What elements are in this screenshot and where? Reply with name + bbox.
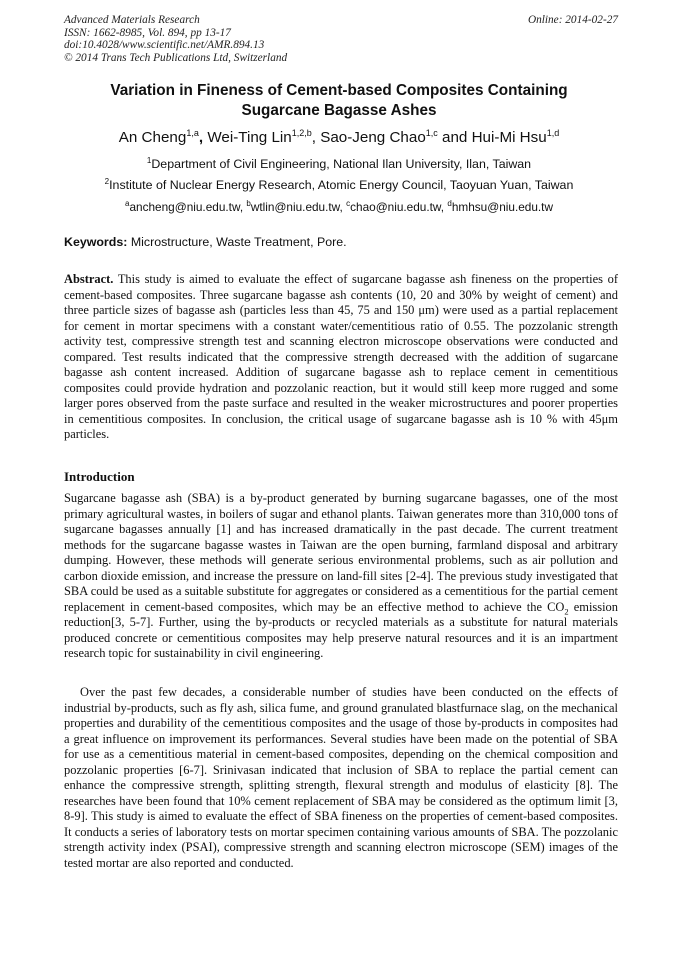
keywords-line [64,234,618,250]
keywords-text: Microstructure, Waste Treatment, Pore. [130,235,347,249]
paragraph-text: emission reduction[3, 5-7]. Further, using the by-products or recycled materials as a substitute for natural materials produced concrete or cementitious composites may help preserve natural resources and it is an impartment research topic for sustainability in civil engineering. [64,599,618,661]
author-name: Wei-Ting Lin [207,129,292,146]
author-superscript: 1,2,b [291,128,312,138]
affiliation-number: 1 [146,156,152,165]
email-superscript: b [246,199,251,208]
author-separator: , [311,129,316,146]
journal-name: Advanced Materials Research [64,14,200,26]
author-name: Sao-Jeng Chao [320,129,426,146]
title-line-1: Variation in Fineness of Cement-based Composites Containing [110,82,568,99]
author-list [64,128,614,148]
author-superscript: 1,c [425,128,438,138]
author-emails: $^a$ancheng@niu.edu.tw, $^b$wtlin@niu.edu.tw, $^c$chao@niu.edu.tw, $^d$hmhsu@niu.edu.tw [125,199,553,214]
abstract-text: This study is aimed to evaluate the effect of sugarcane bagasse ash fineness on the properties of cement-based composites. Three sugarcane bagasse ash contents (10, 20 and 30% by weight of cement) and three particle sizes of bagasse ash (particles less than 45, 75 and 150 μm) were used as a partial replacement for cement in mortar specimens with a constant water/cementitious ratio of 0.55. The pozzolanic strength activity test, compressive strength test and scanning electron microscope observations were conducted and compared. Test results indicated that the compressive strength decreased with the addition of sugarcane bagasse ash content increased. Addition of sugarcane bagasse ash to replace cement in cementitious composites could provide hydration and pozzolanic reaction, but it would still keep more rugged and some larger pores observed from the paste surface and resulted in the weaker microstructures and poorer properties in cementitious composites. In conclusion, the critical usage of sugarcane bagasse ash is 10 % with 45μm particles. [64,272,618,442]
author-name: An Cheng [118,129,187,146]
keywords-label: Keywords: [64,235,128,249]
doi-line: doi:10.4028/www.scientific.net/AMR.894.13 [64,39,265,52]
email-address: ancheng@niu.edu.tw [129,200,240,214]
journal-header [64,14,618,64]
introduction-heading: Introduction [64,469,135,484]
email-address: chao@niu.edu.tw [350,200,441,214]
copyright-line: © 2014 Trans Tech Publications Ltd, Switzerland [64,51,288,64]
email-superscript: c [346,199,351,208]
affiliation-1 [64,156,614,172]
online-date: Online: 2014-02-27 [527,14,618,26]
introduction-paragraph-2: Over the past few decades, a considerable number of studies have been conducted on the effects of industrial by-products, such as fly ash, silica fume, and ground granulated blastfurnace slag, on the mechanical properties and durability of the cementitious composites and the usage of those by-products in composites had a great influence on improvement its performances. Several studies have been made on the potential of SBA for use as a cementitious material in cement-based composites, depending on the chemical composition and pozzolanic properties [6-7]. Srinivasan indicated that inclusion of SBA to replace the partial cement can enhance the compressive strength, splitting strength, flexural strength and modulus of elasticity [8]. The researches have been found that 10% cement replacement of SBA may be considered as the optimum limit [3, 8-9]. This study is aimed to evaluate the effect of SBA fineness on the properties of cement-based composites. It conducts a series of laboratory tests on mortar specimen containing various amounts of SBA. The pozzolanic strength activity index (PSAI), compressive strength and scanning electron microscope (SEM) images of the tested mortar are also reported and conducted. [64,685,618,871]
author-superscript: 1,d [546,128,560,138]
subscript: 2 [564,606,569,617]
abstract-paragraph [64,272,618,443]
email-superscript: a [125,199,130,208]
abstract-label: Abstract. [64,272,114,286]
email-superscript: d [447,199,452,208]
affiliation-text: Department of Civil Engineering, National Ilan University, Ilan, Taiwan [151,157,532,171]
paper-title [64,81,614,120]
author-separator: and [442,129,468,146]
issn-line: ISSN: 1662-8985, Vol. 894, pp 13-17 [64,26,231,39]
introduction-paragraph-1 [64,491,618,662]
affiliation-text: Institute of Nuclear Energy Research, Atomic Energy Council, Taoyuan Yuan, Taiwan [109,178,574,192]
title-line-2: Sugarcane Bagasse Ashes [241,101,437,119]
affiliation-2 [64,177,614,193]
paragraph-text: Sugarcane bagasse ash (SBA) is a by-product generated by burning sugarcane bagasses, one of the most primary agricultural wastes, in boilers of sugar and ethanol plants. Taiwan generates more than 310,000 tons of sugarcane bagasses annually [1] and has increased dramatically in the past decade. The current treatment methods for the sugarcane bagasse wastes in Taiwan are the open burning, farmland disposal and arbitrary dumping. However, these methods will generate serious environmental problems, such as air pollution and carbon dioxide emission, and increase the pressure on land-fill sites [2-4]. The previous study investigated that SBA could be used as a suitable substitute for aggregates or considered as a cementitious for the partial cement replacement in cement-based composites, which may be an effective method to achieve the CO [64,491,618,614]
author-name: Hui-Mi Hsu [471,129,547,146]
email-address: hmhsu@niu.edu.tw [451,200,553,214]
email-address: wtlin@niu.edu.tw [250,200,340,214]
affiliation-number: 2 [104,177,110,186]
author-superscript: 1,a [186,128,199,138]
author-separator: , [198,129,204,146]
